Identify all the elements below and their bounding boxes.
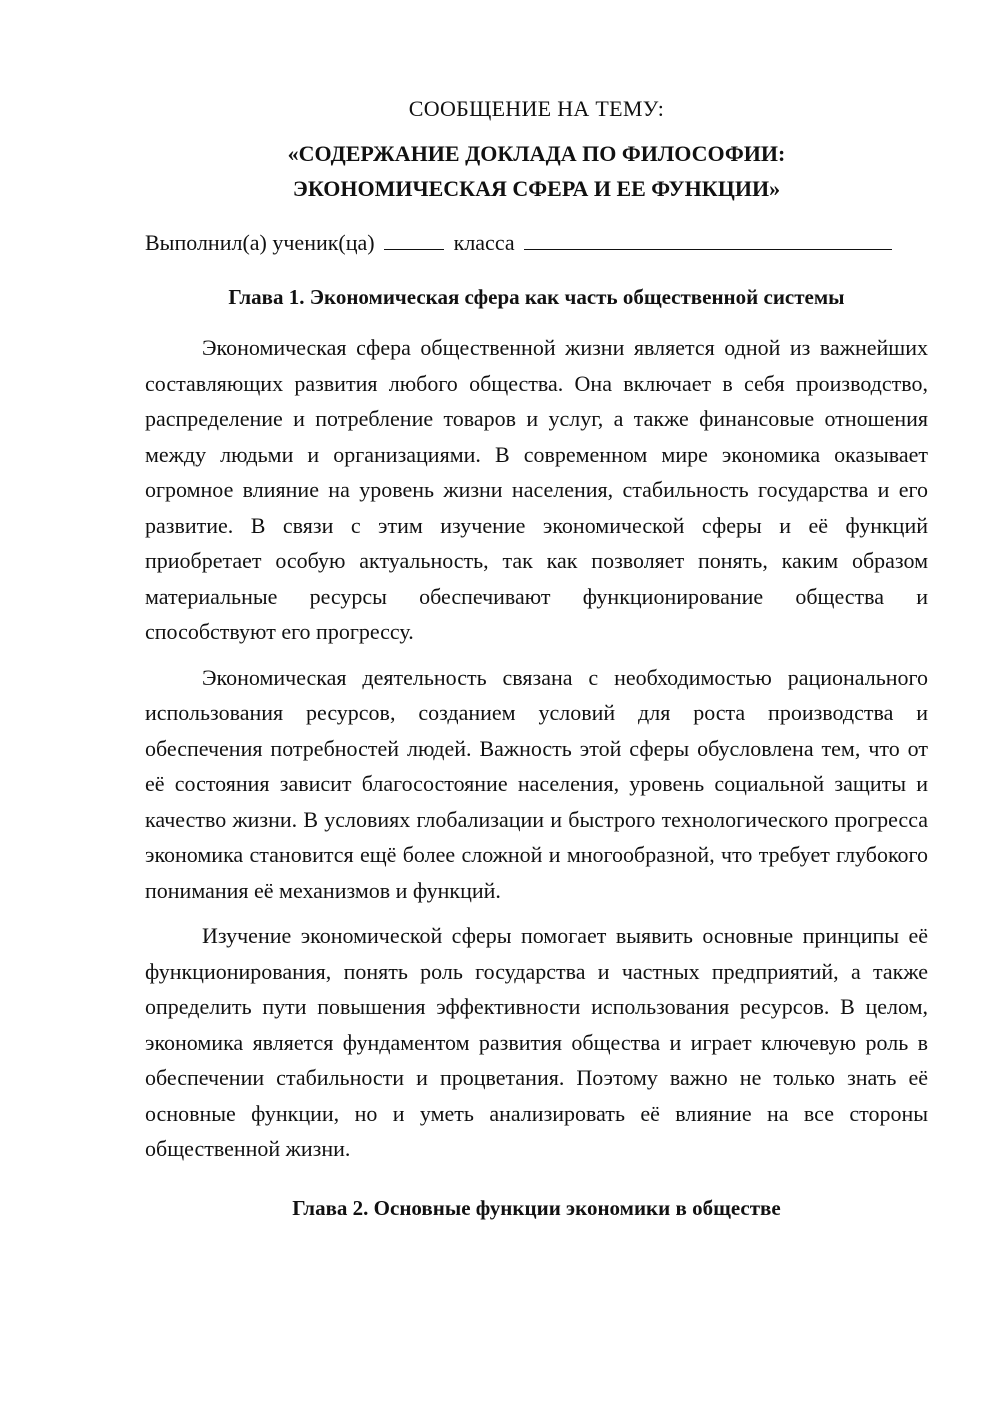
class-number-blank	[384, 227, 444, 250]
author-prefix: Выполнил(а) ученик(ца)	[145, 230, 375, 255]
chapter-1-heading: Глава 1. Экономическая сфера как часть общественной системы	[228, 285, 845, 309]
student-name-blank	[524, 227, 892, 250]
document-title-line-1: «СОДЕРЖАНИЕ ДОКЛАДА ПО ФИЛОСОФИИ:	[287, 141, 786, 166]
chapter-2-heading: Глава 2. Основные функции экономики в обществе	[292, 1195, 781, 1220]
document-page	[145, 92, 928, 1241]
document-subtitle: СООБЩЕНИЕ НА ТЕМУ:	[408, 96, 665, 121]
chapter-1-paragraph: Экономическая деятельность связана с необходимостью рационального использования ресурсов, созданием условий для роста производства и обеспечения потребностей людей. Важность этой сферы обусловлена тем, что от её состояния зависит благосостояние населения, уровень социальной защиты и качество жизни. В условиях глобализации и быстрого технологического прогресса экономика становится ещё более сложной и многообразной, что требует глубокого понимания её механизмов и функций.	[145, 664, 928, 903]
chapter-1-paragraph: Экономическая сфера общественной жизни является одной из важнейших составляющих развития любого общества. Она включает в себя производство, распределение и потребление товаров и услуг, а также финансовые отношения между людьми и организациями. В современном мире экономика оказывает огромное влияние на уровень жизни населения, стабильность государства и его развитие. В связи с этим изучение экономической сферы и её функций приобретает особую актуальность, так как позволяет понять, каким образом материальные ресурсы обеспечивают функционирование общества и способствуют его прогрессу.	[145, 335, 928, 644]
class-label: класса	[453, 230, 515, 255]
author-line	[145, 226, 928, 260]
chapter-1-paragraph: Изучение экономической сферы помогает выявить основные принципы её функционирования, понять роль государства и частных предприятий, а также определить пути повышения эффективности использования ресурсов. В целом, экономика является фундаментом развития общества и играет ключевую роль в обеспечении стабильности и процветания. Поэтому важно не только знать её основные функции, но и уметь анализировать её влияние на все стороны общественной жизни.	[145, 923, 928, 1161]
document-title-line-2: ЭКОНОМИЧЕСКАЯ СФЕРА И ЕЕ ФУНКЦИИ»	[292, 176, 781, 201]
